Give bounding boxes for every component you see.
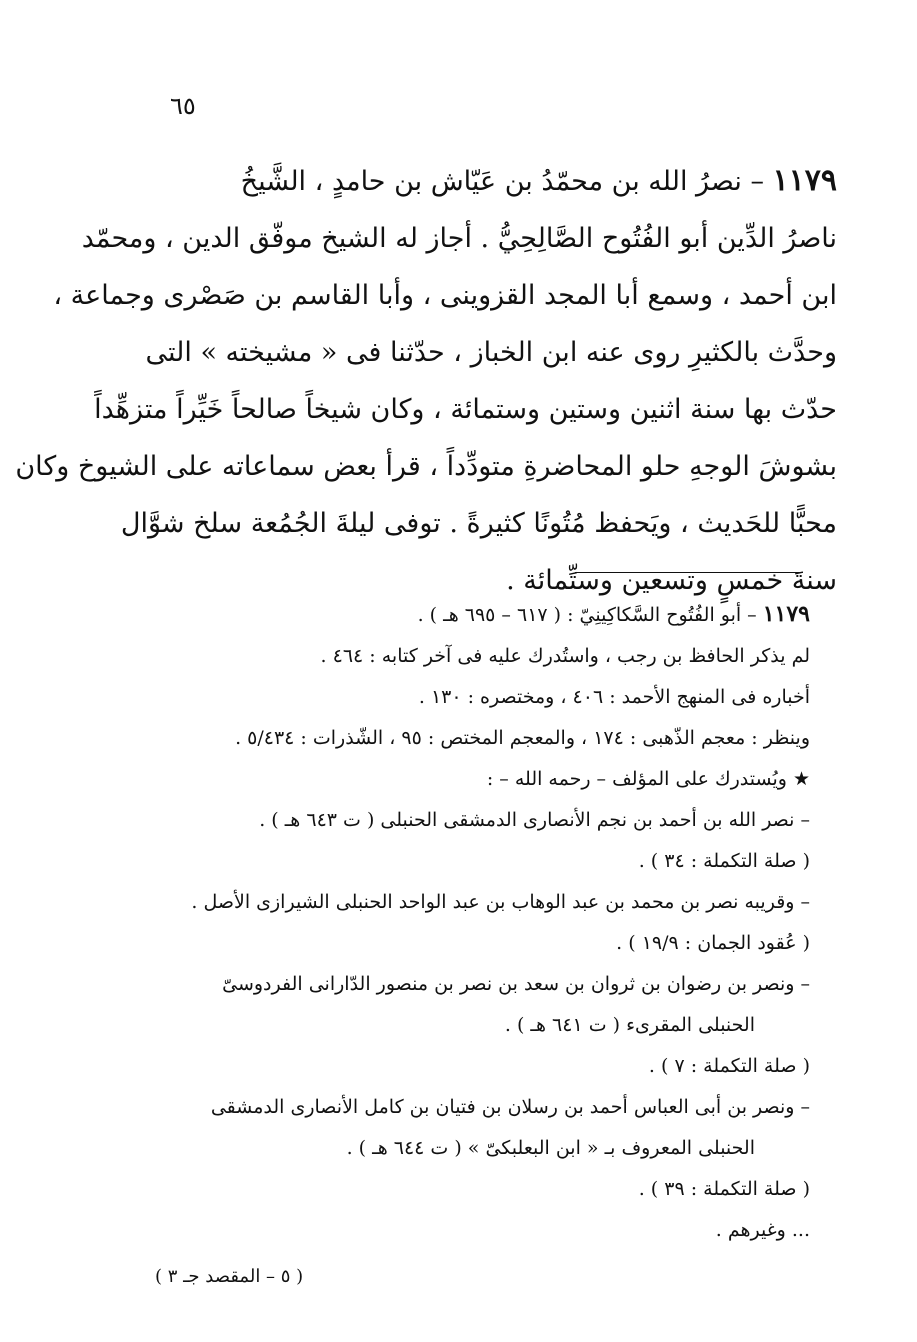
footnotes (130, 594, 810, 1251)
note-line: ( عُقود الجمان : ١٩/٩ ) . (616, 932, 810, 954)
note-line: ★ ويُستدرك على المؤلف – رحمه الله – : (486, 768, 810, 790)
note-line: ( صلة التكملة : ٣٤ ) . (638, 850, 810, 872)
entry-line-text: – نصرُ الله بن محمّدُ بن عَيّاش بن حامدٍ ، الشَّيخُ (240, 166, 764, 197)
note-line: لم يذكر الحافظ بن رجب ، واستُدرك عليه فى آخر كتابه : ٤٦٤ . (320, 645, 810, 667)
entry-line: حدّث بها سنة اثنين وستين وستمائة ، وكان شيخاً صالحاً خَيِّراً متزهِّداً (94, 394, 837, 425)
note-line: ( صلة التكملة : ٣٩ ) . (638, 1178, 810, 1200)
note-line: – وقريبه نصر بن محمد بن عبد الوهاب بن عبد الواحد الحنبلى الشيرازى الأصل . (191, 891, 810, 913)
entry-line (125, 152, 837, 210)
note-line: – ونصر بن أبى العباس أحمد بن رسلان بن فتيان بن كامل الأنصارى الدمشقى (210, 1096, 810, 1118)
page-footer: ( ٥ – المقصد جـ ٣ ) (155, 1266, 304, 1287)
entry-line: ناصرُ الدِّين أبو الفُتُوح الصَّالِحِيُّ . أجاز له الشيخ موفّق الدين ، ومحمّد (81, 223, 837, 254)
entry-number: ١١٧٩ (772, 163, 837, 198)
note-line: – ونصر بن رضوان بن ثروان بن سعد بن نصر بن منصور الدّارانى الفردوسىّ (222, 973, 810, 995)
entry-line: وحدَّث بالكثيرِ روى عنه ابن الخباز ، حدّثنا فى « مشيخته » التى (145, 337, 837, 368)
note-line-text: – أبو الفُتُوح السَّكاكِينِيّ : ( ٦١٧ – ٦٩٥ هـ ) . (417, 604, 757, 626)
note-line: – نصر الله بن أحمد بن نجم الأنصارى الدمشقى الحنبلى ( ت ٦٤٣ هـ ) . (259, 809, 810, 831)
note-line: أخباره فى المنهج الأحمد : ٤٠٦ ، ومختصره : ١٣٠ . (418, 686, 810, 708)
note-line: الحنبلى المقرىء ( ت ٦٤١ هـ ) . (504, 1014, 755, 1036)
note-line: ... وغيرهم . (715, 1219, 810, 1241)
entry-body (15, 152, 837, 609)
entry-line: ابن أحمد ، وسمع أبا المجد القزوينى ، وأبا القاسم بن صَصْرى وجماعة ، (53, 280, 837, 311)
page-number: ٦٥ (170, 92, 196, 120)
note-line (130, 594, 810, 636)
entry-line: محبًّا للحَديث ، ويَحفظ مُتُونًا كثيرةً . توفى ليلةَ الجُمُعة سلخ شوَّال (120, 508, 837, 539)
footnote-separator (575, 572, 803, 573)
entry-line: سنةَ خمسٍ وتسعين وستِّمائة . (506, 565, 837, 596)
note-number: ١١٧٩ (762, 601, 810, 627)
note-line: وينظر : معجم الذّهبى : ١٧٤ ، والمعجم المختص : ٩٥ ، الشّذرات : ٥/٤٣٤ . (235, 727, 810, 749)
entry-line: بشوشَ الوجهِ حلو المحاضرةِ متودِّداً ، قرأ بعض سماعاته على الشيوخ وكان (15, 451, 837, 482)
note-line: الحنبلى المعروف بـ « ابن البعلبكىّ » ( ت ٦٤٤ هـ ) . (346, 1137, 755, 1159)
note-line: ( صلة التكملة : ٧ ) . (648, 1055, 810, 1077)
